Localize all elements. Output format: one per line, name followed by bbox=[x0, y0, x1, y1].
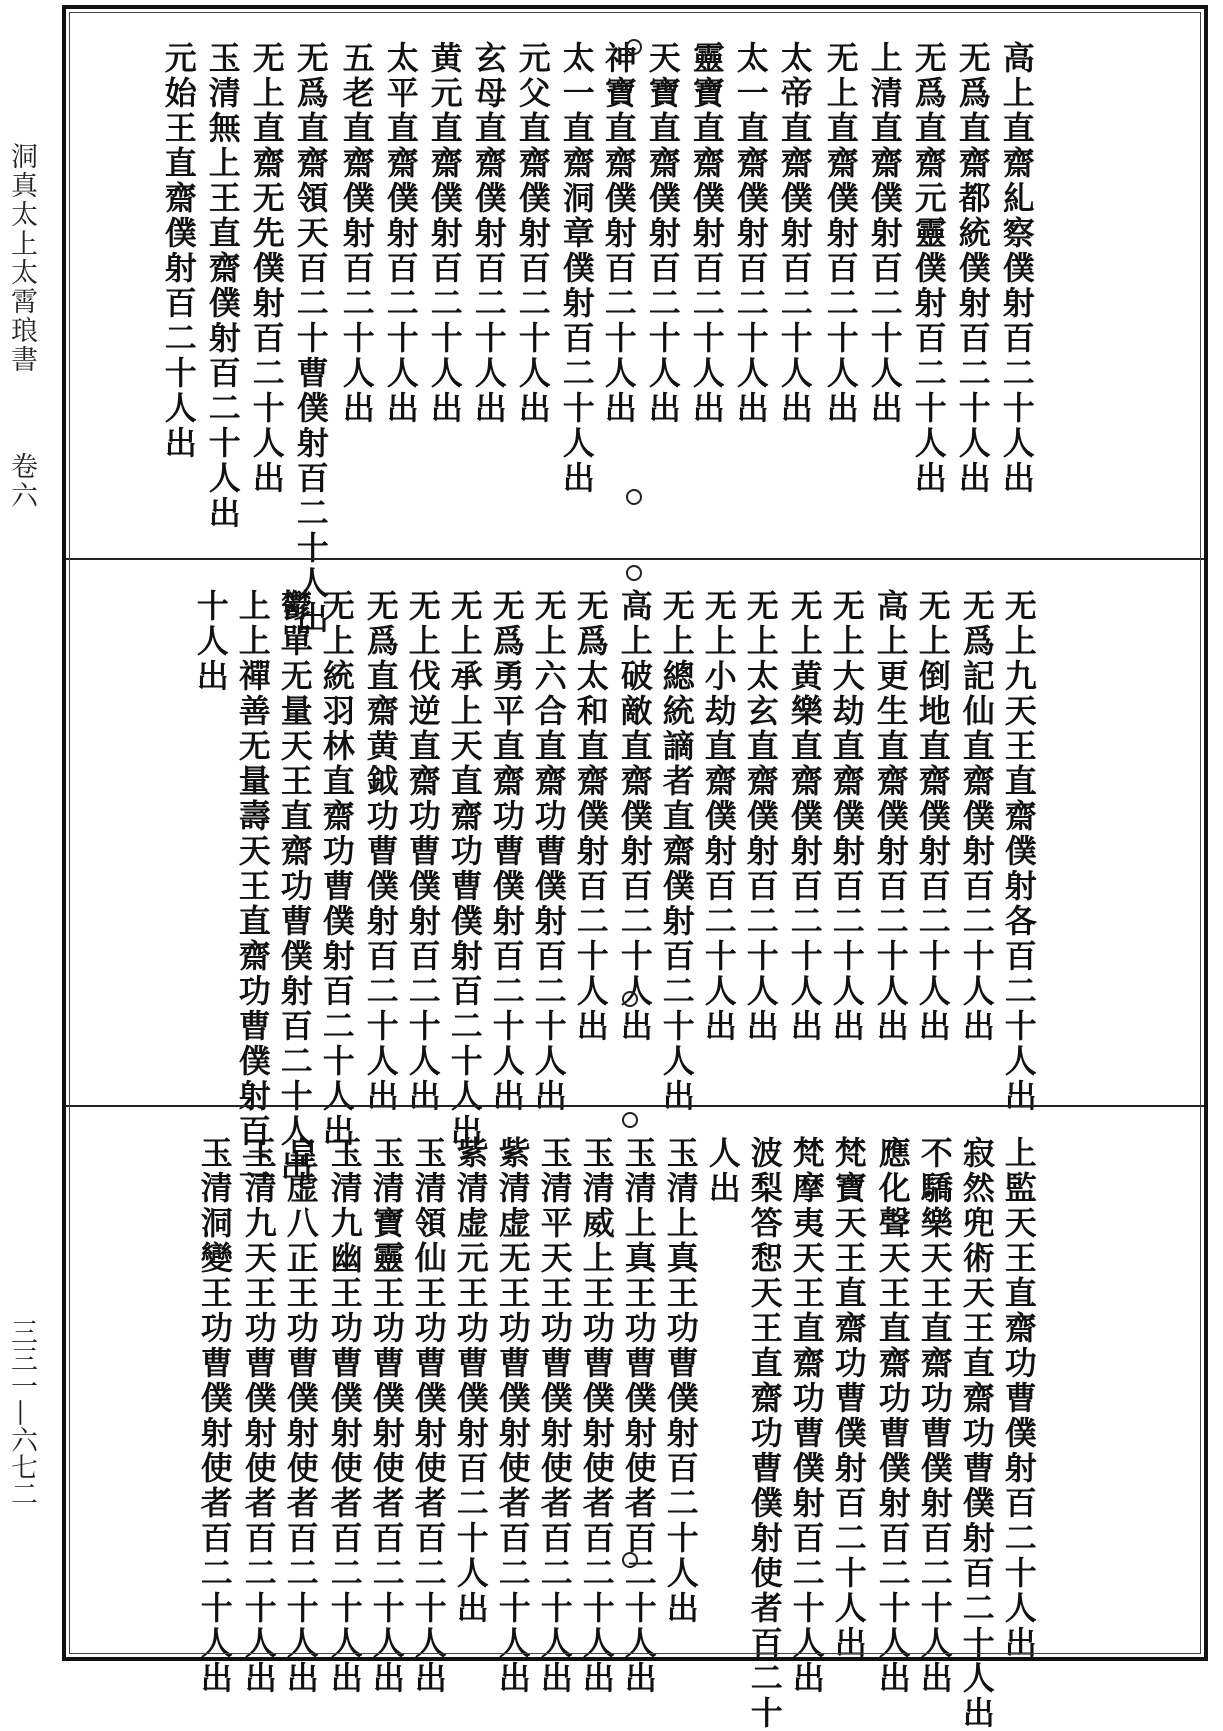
text-column: 玉清平天王功曹僕射使者百二十人出 bbox=[535, 1136, 574, 1696]
text-column: 玉清寶靈王功曹僕射使者百二十人出 bbox=[367, 1136, 406, 1696]
text-column: 玉清上真王功曹僕射使者百二十人出 bbox=[619, 1136, 658, 1696]
circle-mark-icon bbox=[622, 991, 638, 1007]
text-column: 无上小劫直齋僕射百二十人出 bbox=[699, 589, 738, 1044]
text-column: 波梨答惒天王直齋功曹僕射使者百二十 bbox=[745, 1136, 784, 1731]
text-column: 十人出 bbox=[191, 589, 230, 694]
text-column: 高上直齋糺察僕射百二十人出 bbox=[997, 41, 1036, 496]
book-title: 洞真太上太霄琅書 bbox=[6, 142, 37, 374]
circle-mark-icon bbox=[626, 565, 642, 581]
text-column: 无爲勇平直齋功曹僕射百二十人出 bbox=[487, 589, 526, 1114]
text-column: 寂然兜術天王直齋功曹僕射百二十人出 bbox=[957, 1136, 996, 1731]
text-column: 上清直齋僕射百二十人出 bbox=[865, 41, 904, 426]
text-column: 不驕樂天王直齋功曹僕射百二十人出 bbox=[915, 1136, 954, 1696]
text-column: 无上伐逆直齋功曹僕射百二十人出 bbox=[403, 589, 442, 1114]
page-frame bbox=[62, 5, 1208, 1731]
text-column: 无上九天王直齋僕射各百二十人出 bbox=[999, 589, 1038, 1114]
text-column: 太一直齋洞章僕射百二十人出 bbox=[557, 41, 596, 496]
text-column: 无爲直齋元靈僕射百二十人出 bbox=[909, 41, 948, 496]
text-column: 无上承上天直齋功曹僕射百二十人出 bbox=[445, 589, 484, 1149]
text-column: 高上破敵直齋僕射百二十人出 bbox=[615, 589, 654, 1044]
text-column: 天寶直齋僕射百二十人出 bbox=[643, 41, 682, 426]
text-column: 太帝直齋僕射百二十人出 bbox=[775, 41, 814, 426]
volume-label: 卷六 bbox=[6, 452, 37, 510]
circle-mark-icon bbox=[622, 1552, 638, 1568]
text-column: 无上總統謫者直齋僕射百二十人出 bbox=[657, 589, 696, 1114]
text-column: 黄元直齋僕射百二十人出 bbox=[425, 41, 464, 426]
text-column: 无爲直齋都統僕射百二十人出 bbox=[953, 41, 992, 496]
text-column: 无上直齋僕射百二十人出 bbox=[821, 41, 860, 426]
text-column: 鬱單无量天王直齋功曹僕射百二十人出 bbox=[275, 589, 314, 1184]
text-register-bottom bbox=[70, 1108, 1200, 1731]
text-column: 玉清九幽王功曹僕射使者百二十人出 bbox=[325, 1136, 364, 1696]
text-column: 靈寶直齋僕射百二十人出 bbox=[687, 41, 726, 426]
text-column: 神寶直齋僕射百二十人出 bbox=[599, 41, 638, 426]
text-column: 上上禪善无量壽天王直齋功曹僕射百二 bbox=[233, 589, 272, 1184]
text-column: 无上黄樂直齋僕射百二十人出 bbox=[785, 589, 824, 1044]
text-column: 无爲直齋黄鉞功曹僕射百二十人出 bbox=[361, 589, 400, 1114]
text-column: 紫清虚元王功曹僕射百二十人出 bbox=[451, 1136, 490, 1626]
text-column: 紫清虚无王功曹僕射使者百二十人出 bbox=[493, 1136, 532, 1696]
text-register-middle bbox=[70, 561, 1200, 1184]
text-column: 梵寶天王直齋功曹僕射百二十人出 bbox=[829, 1136, 868, 1661]
text-column: 无上統羽林直齋功曹僕射百二十人出 bbox=[317, 589, 356, 1149]
circle-mark-icon bbox=[626, 39, 642, 55]
register-divider bbox=[66, 558, 1204, 560]
text-column: 皇虚八正王功曹僕射使者百二十人出 bbox=[281, 1136, 320, 1696]
register-divider bbox=[66, 1105, 1204, 1107]
text-column: 玉清上真王功曹僕射百二十人出 bbox=[661, 1136, 700, 1626]
text-column: 无上六合直齋功曹僕射百二十人出 bbox=[529, 589, 568, 1114]
text-column: 玉清九天王功曹僕射使者百二十人出 bbox=[239, 1136, 278, 1696]
text-column: 玄母直齋僕射百二十人出 bbox=[469, 41, 508, 426]
text-register-top bbox=[70, 13, 1200, 636]
text-column: 无爲直齋領天百二十曹僕射百二十人出 bbox=[291, 41, 330, 636]
text-column: 梵摩夷天王直齋功曹僕射百二十人出 bbox=[787, 1136, 826, 1696]
text-column: 元始王直齋僕射百二十人出 bbox=[159, 41, 198, 461]
text-column: 元父直齋僕射百二十人出 bbox=[513, 41, 552, 426]
text-column: 人出 bbox=[703, 1136, 742, 1206]
text-column: 高上更生直齋僕射百二十人出 bbox=[871, 589, 910, 1044]
text-column: 无上直齋无先僕射百二十人出 bbox=[247, 41, 286, 496]
circle-mark-icon bbox=[622, 1112, 638, 1128]
page-number: 三三一—六七二 bbox=[6, 1318, 37, 1507]
text-column: 无上太玄直齋僕射百二十人出 bbox=[741, 589, 780, 1044]
text-column: 玉清洞變王功曹僕射使者百二十人出 bbox=[195, 1136, 234, 1696]
text-column: 玉清無上王直齋僕射百二十人出 bbox=[203, 41, 242, 531]
text-column: 上監天王直齋功曹僕射百二十人出 bbox=[999, 1136, 1038, 1661]
text-column: 應化聲天王直齋功曹僕射百二十人出 bbox=[873, 1136, 912, 1696]
text-column: 玉清領仙王功曹僕射使者百二十人出 bbox=[409, 1136, 448, 1696]
text-column: 无爲記仙直齋僕射百二十人出 bbox=[957, 589, 996, 1044]
circle-mark-icon bbox=[626, 489, 642, 505]
text-column: 太平直齋僕射百二十人出 bbox=[381, 41, 420, 426]
text-column: 五老直齋僕射百二十人出 bbox=[337, 41, 376, 426]
text-column: 无爲太和直齋僕射百二十人出 bbox=[571, 589, 610, 1044]
text-column: 无上倒地直齋僕射百二十人出 bbox=[913, 589, 952, 1044]
text-column: 无上大劫直齋僕射百二十人出 bbox=[827, 589, 866, 1044]
text-column: 玉清威上王功曹僕射使者百二十人出 bbox=[577, 1136, 616, 1696]
text-column: 太一直齋僕射百二十人出 bbox=[731, 41, 770, 426]
